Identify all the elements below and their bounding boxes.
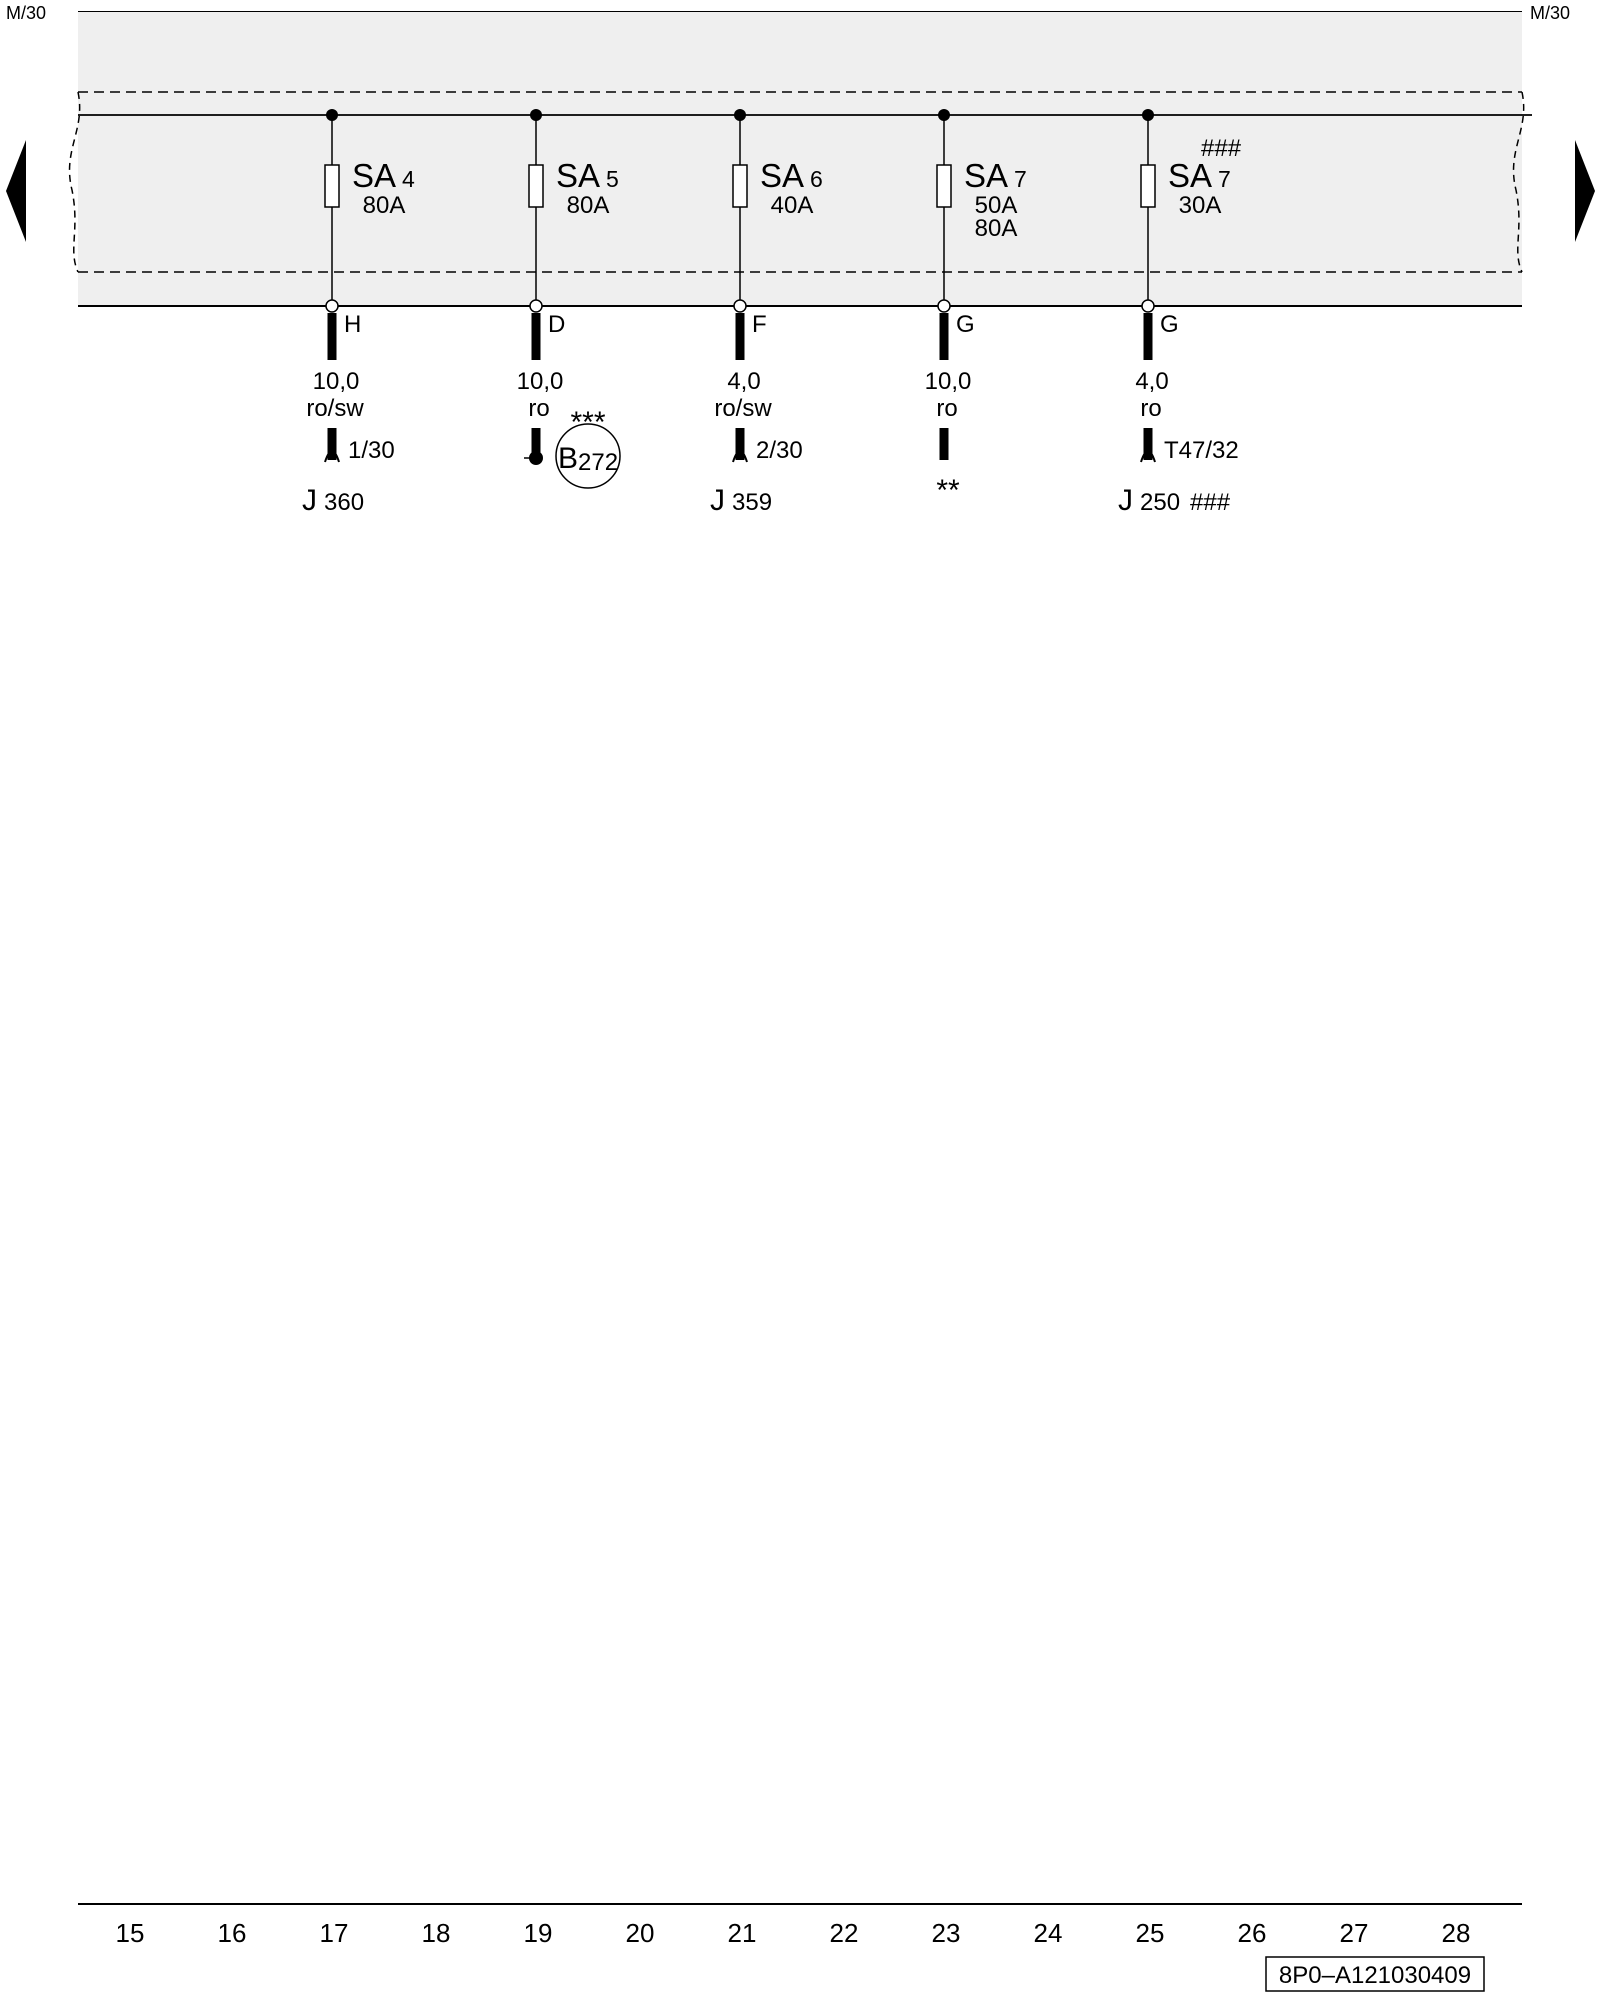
doc-id-text: 8P0–A121030409 xyxy=(1278,1962,1472,1989)
column-number: 28 xyxy=(1441,1918,1471,1948)
pin-label: 2/30 xyxy=(756,437,803,464)
wire-size: 10,0 xyxy=(312,368,360,395)
component-number: 272 xyxy=(578,449,619,476)
connector-contact xyxy=(734,300,746,312)
fuse-name: SA xyxy=(1168,157,1213,194)
terminal-label: G xyxy=(1160,311,1179,338)
fuse-rating: 80A xyxy=(566,192,610,219)
component-number: 250 xyxy=(1140,489,1181,516)
fuse-mark: ### xyxy=(1201,135,1242,162)
wire-color: ro xyxy=(936,395,958,422)
column-number: 21 xyxy=(727,1918,757,1948)
fuse-rating: 80A xyxy=(362,192,406,219)
column-number: 27 xyxy=(1339,1918,1369,1948)
rail-label-left: M/30 xyxy=(6,3,47,23)
wire-size: 10,0 xyxy=(924,368,972,395)
column-number: 20 xyxy=(625,1918,655,1948)
column-number: 23 xyxy=(931,1918,961,1948)
connector-contact xyxy=(530,300,542,312)
rail-label-right: M/30 xyxy=(1530,3,1571,23)
component-note: *** xyxy=(570,406,606,439)
component-number: 360 xyxy=(324,489,365,516)
fuse-number: 7 xyxy=(1014,166,1027,192)
wire-color: ro/sw xyxy=(714,395,772,422)
fuse-symbol xyxy=(529,165,543,207)
fuse-rating: 50A xyxy=(974,192,1018,219)
bus-junction-dot xyxy=(1142,109,1154,121)
connector-contact xyxy=(1142,300,1154,312)
fuse-rating: 40A xyxy=(770,192,814,219)
pin-label: 1/30 xyxy=(348,437,395,464)
terminal-label: D xyxy=(548,311,566,338)
column-number: 16 xyxy=(217,1918,247,1948)
fuse-number: 7 xyxy=(1218,166,1231,192)
component-letter: J xyxy=(710,484,725,517)
terminal-label: F xyxy=(752,311,767,338)
component-number: 359 xyxy=(732,489,773,516)
wire-color: ro/sw xyxy=(306,395,364,422)
fuse-number: 5 xyxy=(606,166,619,192)
pin-label: T47/32 xyxy=(1164,437,1239,464)
connector-contact xyxy=(326,300,338,312)
component-letter: J xyxy=(302,484,317,517)
fuse-symbol xyxy=(1141,165,1155,207)
fuse-name: SA xyxy=(964,157,1009,194)
right-triangle-icon[interactable] xyxy=(1575,140,1595,242)
bus-junction-dot xyxy=(530,109,542,121)
fuse-rating: 30A xyxy=(1178,192,1222,219)
fuse-symbol xyxy=(325,165,339,207)
column-number: 18 xyxy=(421,1918,451,1948)
column-number: 24 xyxy=(1033,1918,1063,1948)
fuse-number: 6 xyxy=(810,166,823,192)
component-letter: B xyxy=(558,442,579,475)
fuse-symbol xyxy=(937,165,951,207)
wire-size: 4,0 xyxy=(1135,368,1169,395)
wire-color: ro xyxy=(528,395,550,422)
terminal-label: G xyxy=(956,311,975,338)
column-number: 17 xyxy=(319,1918,349,1948)
terminal-label: H xyxy=(344,311,362,338)
wire-color: ro xyxy=(1140,395,1162,422)
fuse-rating: 80A xyxy=(974,215,1018,242)
bus-junction-dot xyxy=(326,109,338,121)
fuse-name: SA xyxy=(556,157,601,194)
wire-size: 4,0 xyxy=(727,368,761,395)
fuse-symbol xyxy=(733,165,747,207)
component-suffix: ### xyxy=(1190,489,1231,516)
fuse-number: 4 xyxy=(402,166,415,192)
column-number: 19 xyxy=(523,1918,553,1948)
bus-junction-dot xyxy=(938,109,950,121)
wire-size: 10,0 xyxy=(516,368,564,395)
column-number: 15 xyxy=(115,1918,145,1948)
stud-dot xyxy=(529,451,543,465)
column-numbers xyxy=(116,1918,1471,1948)
bus-junction-dot xyxy=(734,109,746,121)
wire-note: ** xyxy=(936,474,960,507)
left-triangle-icon[interactable] xyxy=(6,140,26,242)
component-letter: J xyxy=(1118,484,1133,517)
fuse-name: SA xyxy=(760,157,805,194)
column-number: 25 xyxy=(1135,1918,1165,1948)
fuse-name: SA xyxy=(352,157,397,194)
column-number: 22 xyxy=(829,1918,859,1948)
connector-contact xyxy=(938,300,950,312)
column-number: 26 xyxy=(1237,1918,1267,1948)
